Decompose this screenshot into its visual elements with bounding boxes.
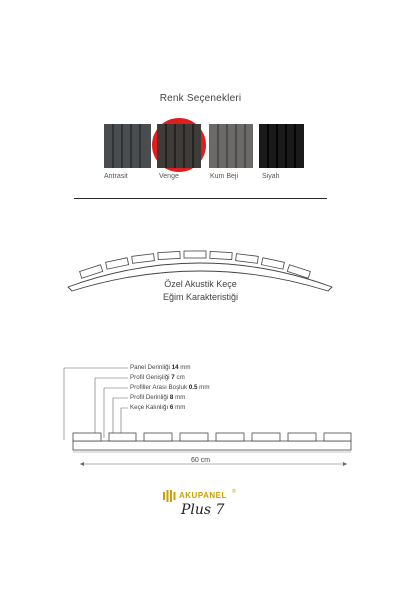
logo-bars-icon [163, 490, 177, 502]
width-dimension-label: 60 cm [190, 457, 211, 464]
curve-caption-line1: Özel Akustik Keçe [164, 279, 237, 289]
swatch-label-kum-beji: Kum Beji [210, 173, 239, 180]
spec-label: Panel Derinliği [130, 364, 170, 371]
curve-caption-line2: Eğim Karakteristiği [162, 292, 239, 302]
brand-trademark: ® [232, 489, 236, 495]
swatch-label-siyah: Siyah [262, 173, 280, 180]
spec-label: Profiller Arası Boşluk [130, 384, 188, 391]
spec-label: Keçe Kalınlığı [130, 404, 169, 411]
spec-value: 7 [171, 374, 175, 381]
spec-label: Profil Derinliği [130, 394, 169, 401]
spec-unit: mm [199, 384, 210, 391]
swatch-label-venge: Venge [159, 173, 179, 180]
spec-value: 14 [171, 364, 179, 371]
brand-logo [163, 488, 263, 528]
brand-name: AKUPANEL [179, 491, 227, 500]
spec-profiller-arasi-bosluk [130, 384, 209, 391]
spec-value: 6 [169, 404, 174, 411]
spec-kece-kalinligi [130, 404, 185, 411]
spec-panel-derinligi [130, 364, 191, 371]
spec-unit: mm [180, 364, 191, 371]
spec-unit: mm [175, 404, 186, 411]
section-title-colors: Renk Seçenekleri [159, 93, 242, 104]
spec-profil-derinligi [130, 394, 185, 401]
spec-profil-genisligi [130, 374, 185, 381]
spec-value: 8 [169, 394, 174, 401]
spec-unit: cm [176, 374, 185, 381]
brand-model: Plus 7 [181, 502, 225, 518]
spec-value: 0.5 [188, 384, 198, 391]
swatch-label-antrasit: Antrasit [104, 173, 128, 180]
spec-unit: mm [175, 394, 186, 401]
spec-label: Profil Genişliği [130, 374, 170, 381]
